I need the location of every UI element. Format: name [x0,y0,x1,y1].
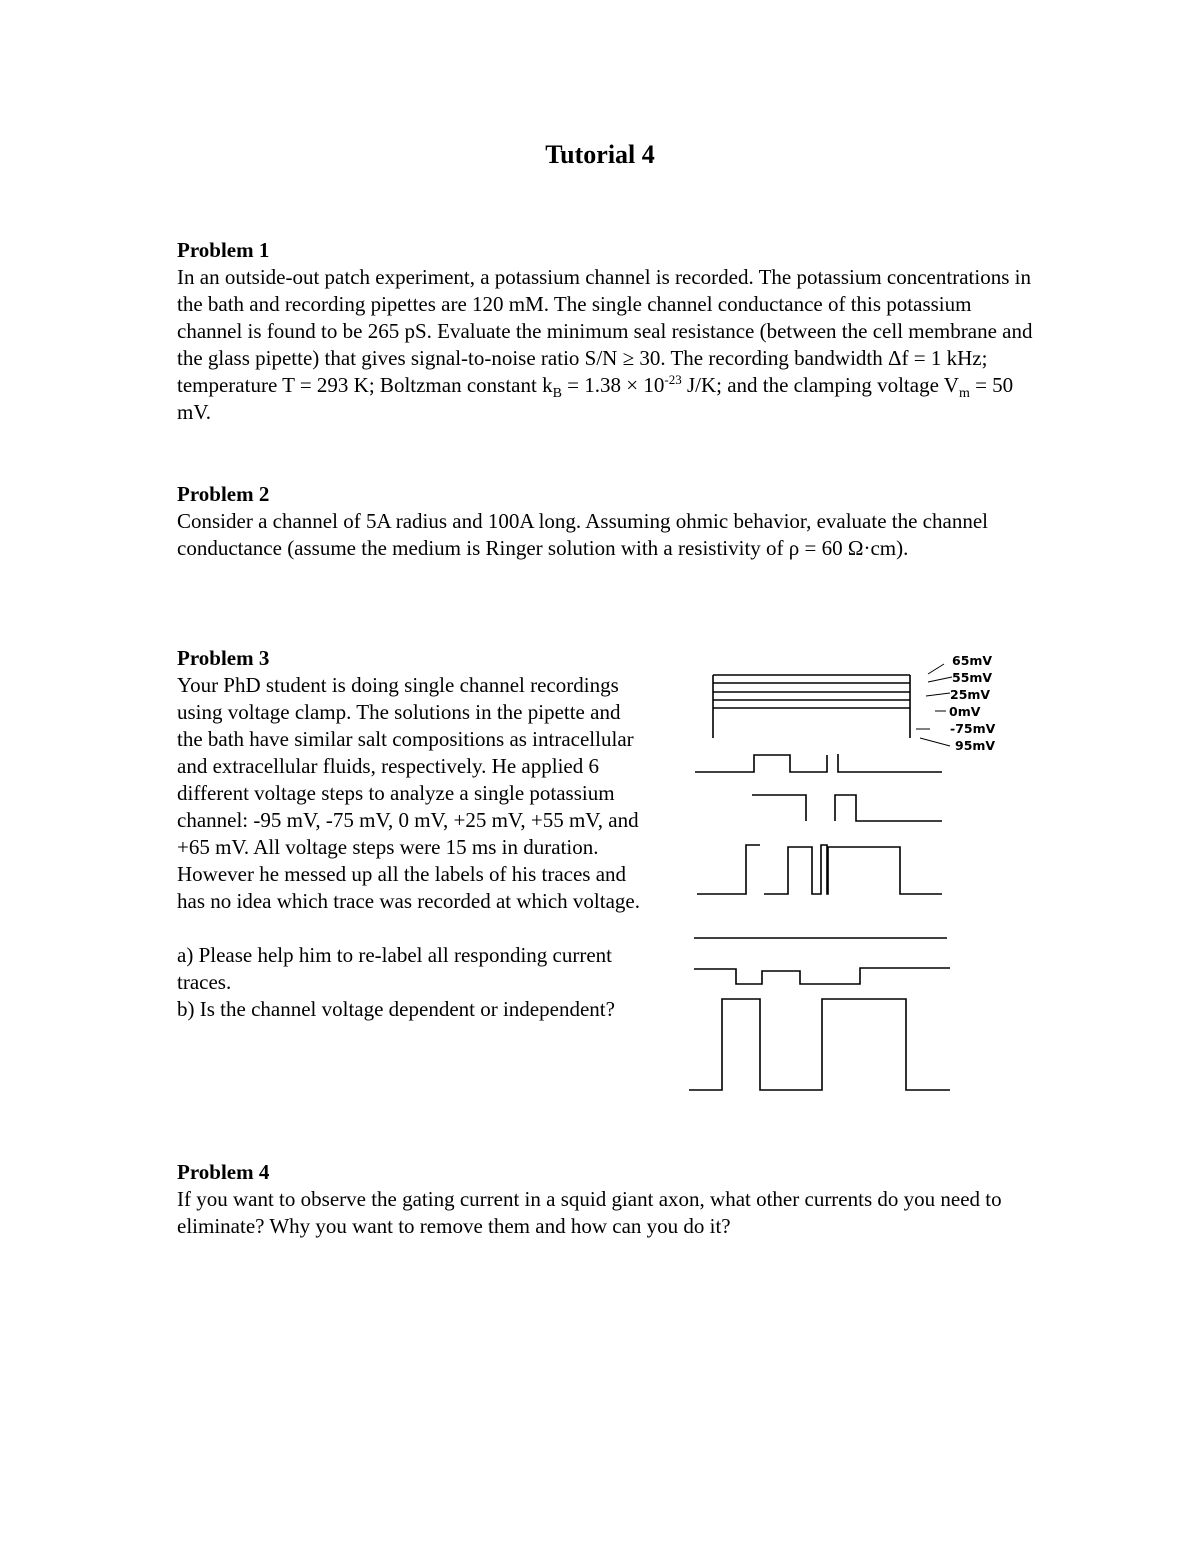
voltage-label: -75mV [950,721,996,736]
voltage-label-leaders [916,664,952,746]
problem-4-text: If you want to observe the gating current in a squid giant axon, what other currents do you need to eliminate? Why you want to remove them and how can you do it? [177,1187,1002,1238]
page-title: Tutorial 4 [545,140,655,169]
voltage-step-protocol [713,675,910,738]
problem-1-heading: Problem 1 [177,238,270,262]
problem-2-heading: Problem 2 [177,482,270,506]
problem-3 [177,645,647,1023]
problem-3-text: Your PhD student is doing single channel recordings using voltage clamp. The solutions in the pipette and the bath have similar salt compositions as intracellular and extracellular fluids, respectively. He applied 6 different voltage steps to analyze a single potassium channel: -95 mV, -75 mV, 0 mV, +25 mV, +55 mV, and +65 mV. All voltage steps were 15 ms in duration. However he messed up all the labels of his traces and has no idea which trace was recorded at which voltage. [177,673,640,913]
current-trace-6 [689,999,950,1090]
problem-3-part-b: b) Is the channel voltage dependent or independent? [177,997,615,1021]
problem-1-text: In an outside-out patch experiment, a potassium channel is recorded. The potassium concentrations in the bath and recording pipettes are 120 mM. The single channel conductance of this potassium channel is found to be 265 pS. Evaluate the minimum seal resistance (between the cell membrane and the glass pipette) that gives signal-to-noise ratio S/N ≥ 30. The recording bandwidth Δf = 1 kHz; temperature T = 293 K; Boltzman constant $k_B = 1.38 \times 10^{-23}$ J/K; and the clamping voltage $V_m = 50$ mV. [177,265,1033,424]
problem-3-heading: Problem 3 [177,646,270,670]
voltage-clamp-figure [680,640,1020,1100]
current-trace-1 [695,754,942,772]
problem-1 [177,237,1037,426]
problem-3-part-a: a) Please help him to re-label all responding current traces. [177,943,613,994]
problem-4 [177,1159,1037,1240]
voltage-label: 95mV [955,738,996,753]
voltage-label: 65mV [952,653,993,668]
voltage-label: 0mV [949,704,981,719]
voltage-labels [949,653,996,753]
voltage-label: 25mV [950,687,991,702]
problem-2-text: Consider a channel of 5A radius and 100A long. Assuming ohmic behavior, evaluate the channel conductance (assume the medium is Ringer solution with a resistivity of ρ = 60 Ω·cm). [177,509,988,560]
problem-4-heading: Problem 4 [177,1160,270,1184]
current-trace-5 [694,968,950,984]
problem-2 [177,481,1037,562]
current-trace-2 [752,795,942,821]
current-trace-3 [697,845,942,894]
voltage-label: 55mV [952,670,993,685]
